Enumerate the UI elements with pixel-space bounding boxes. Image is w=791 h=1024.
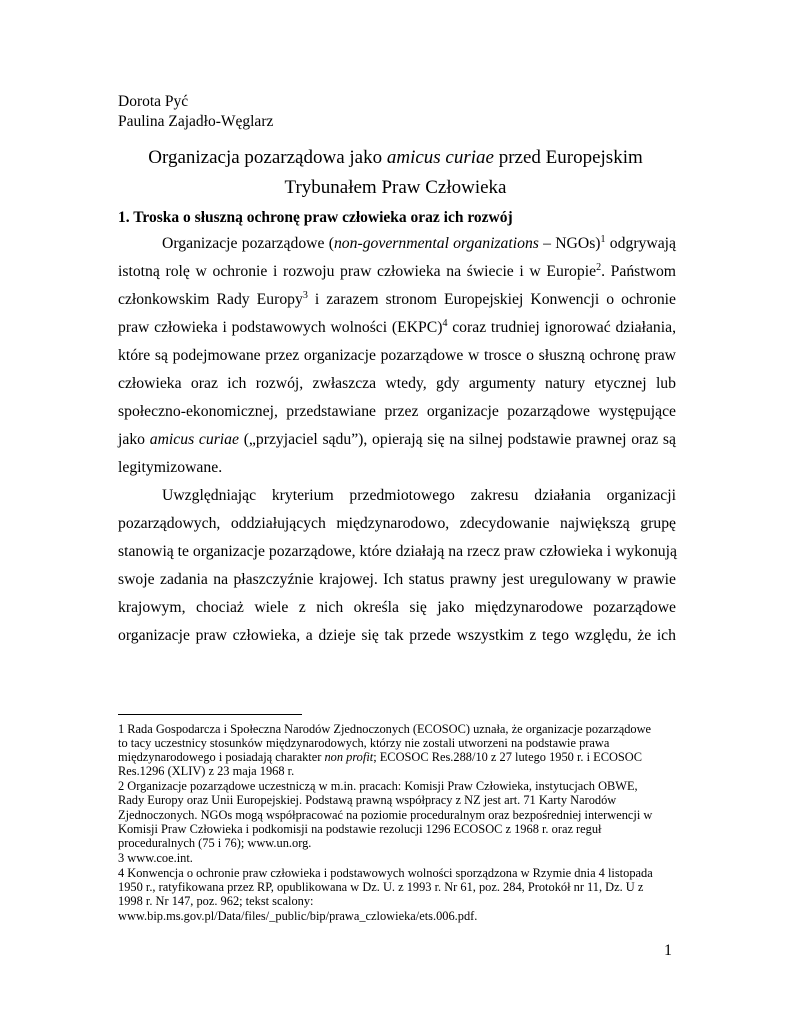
footnote-4-line: 4 Konwencja o ochronie praw człowieka i podstawowych wolności sporządzona w Rzymie dnia 4 listopada — [118, 866, 653, 880]
paragraph-1-line: jako amicus curiae („przyjaciel sądu”), opierają się na silnej podstawie prawnej oraz są — [118, 431, 676, 448]
footnote-separator — [118, 714, 302, 715]
paragraph-1-line: członkowskim Rady Europy$^3$ i zarazem stronom Europejskiej Konwencji o ochronie — [118, 289, 676, 308]
footnote-1-line: międzynarodowego i posiadają charakter non profit; ECOSOC Res.288/10 z 27 lutego 1950 r. i ECOSOC — [118, 750, 643, 764]
footnote-2-line: 2 Organizacje pozarządowe uczestniczą w m.in. pracach: Komisji Praw Człowieka, instytucjach OBWE, — [118, 779, 638, 793]
footnote-1-line: 1 Rada Gospodarcza i Społeczna Narodów Zjednoczonych (ECOSOC) uznała, że organizacje pozarządowe — [118, 722, 652, 736]
paragraph-2-line: Uwzględniając kryterium przedmiotowego zakresu działania organizacji — [162, 487, 676, 504]
footnote-4-line: www.bip.ms.gov.pl/Data/files/_public/bip/prawa_czlowieka/ets.006.pdf. — [118, 909, 478, 923]
footnote-1-line: Res.1296 (XLIV) z 23 maja 1968 r. — [118, 764, 295, 778]
footnote-1-line: to tacy uczestnicy stosunków międzynarodowych, którzy nie zostali utworzeni na podstawie prawa — [118, 736, 610, 750]
paragraph-1-line: które są podejmowane przez organizacje pozarządowe w trosce o słuszną ochronę praw — [118, 347, 676, 364]
paragraph-1-line: istotną rolę w ochronie i rozwoju praw człowieka na świecie i w Europie$^2$. Państwom — [118, 261, 676, 280]
paragraph-2-line: swoje zadania na płaszczyźnie krajowej. Ich status prawny jest uregulowany w prawie — [118, 571, 676, 588]
page-number: 1 — [664, 942, 672, 959]
footnote-2-line: Rady Europy oraz Unii Europejskiej. Podstawą prawną współpracy z NZ jest art. 71 Karty Narodów — [118, 793, 617, 807]
paragraph-2-line: krajowym, chociaż wiele z nich określa się jako międzynarodowe pozarządowe — [118, 599, 676, 616]
paragraph-1-line: Organizacje pozarządowe (non-governmental organizations – NGOs)$^1$ odgrywają — [162, 233, 676, 252]
paragraph-1-line: człowieka oraz ich rozwój, zwłaszcza wtedy, gdy argumenty natury etycznej lub — [118, 375, 676, 392]
footnote-2-line: proceduralnych (75 i 76); www.un.org. — [118, 836, 312, 850]
footnote-3-line: 3 www.coe.int. — [118, 851, 193, 865]
authors-block — [118, 92, 273, 131]
author-name: Paulina Zajadło-Węglarz — [118, 112, 274, 130]
paragraph-2-line: organizacje praw człowieka, a dzieje się tak przede wszystkim z tego względu, że ich — [118, 627, 676, 644]
author-name: Dorota Pyć — [118, 93, 189, 110]
footnote-2-line: Komisji Praw Człowieka i podkomisji na podstawie rezolucji 1296 ECOSOC z 1968 r. oraz reguł — [118, 822, 602, 836]
section-heading: 1. Troska o słuszną ochronę praw człowieka oraz ich rozwój — [118, 209, 513, 226]
paper-title-line-2: Trybunałem Praw Człowieka — [284, 177, 507, 198]
paragraph-1-line: praw człowieka i podstawowych wolności (EKPC)$^4$ coraz trudniej ignorować działania, — [118, 317, 676, 336]
paragraph-2-line: pozarządowych, oddziałujących międzynarodowo, zdecydowanie największą grupę — [118, 515, 676, 532]
footnote-4-line: 1998 r. Nr 147, poz. 962; tekst scalony: — [118, 894, 314, 908]
paragraph-1-line: społeczno-ekonomicznej, przedstawiane przez organizacje pozarządowe występujące — [118, 403, 676, 420]
footnote-4-line: 1950 r., ratyfikowana przez RP, opublikowana w Dz. U. z 1993 r. Nr 61, poz. 284, Protokół nr 11, Dz. U z — [118, 880, 644, 894]
footnote-2-line: Zjednoczonych. NGOs mogą współpracować na poziomie proceduralnym oraz bezpośredniej interwencji w — [118, 808, 653, 822]
paragraph-2-line: stanowią te organizacje pozarządowe, które działają na rzecz praw człowieka i wykonują — [118, 543, 677, 560]
paragraph-1-line: legitymizowane. — [118, 459, 223, 476]
paper-title-line-1: Organizacja pozarządowa jako amicus curiae przed Europejskim — [148, 147, 643, 168]
